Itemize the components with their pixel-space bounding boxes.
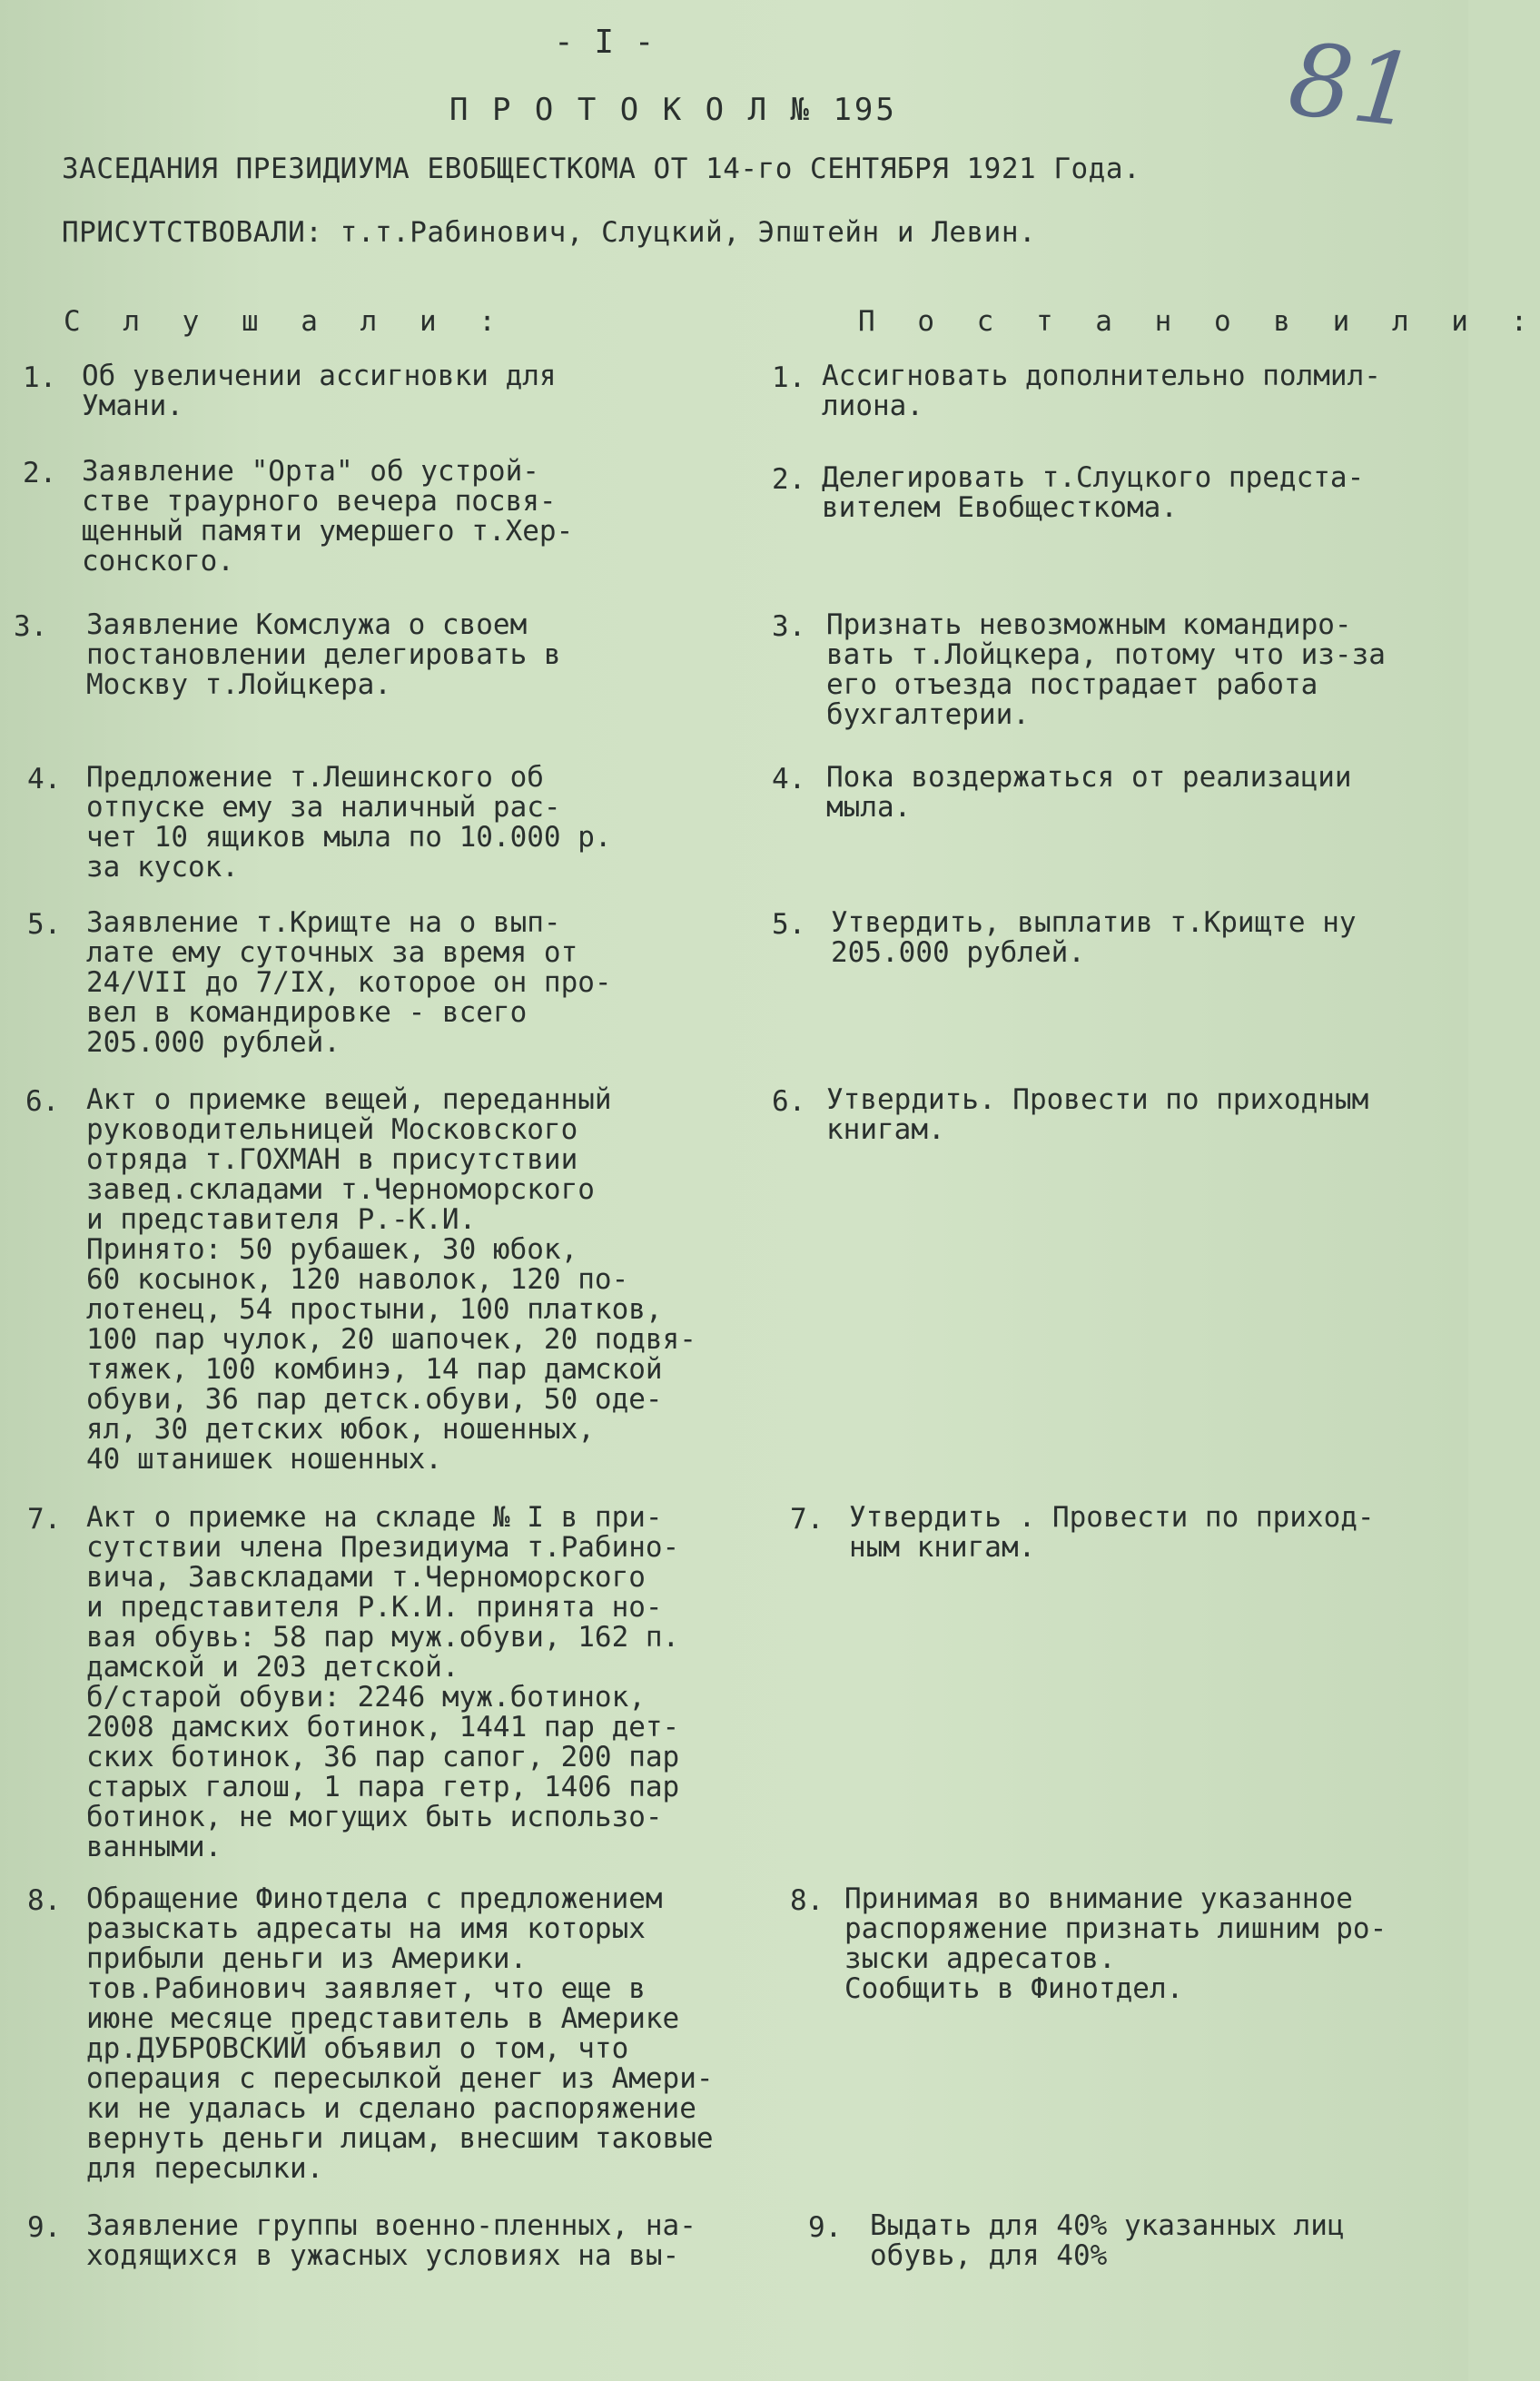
- item-resolved-number: 3.: [772, 610, 806, 643]
- item-heard: Об увеличении ассигновки для Умани.: [82, 360, 557, 422]
- item-heard: Заявление группы военно-пленных, на- ходящихся в ужасных условиях на вы-: [86, 2209, 696, 2272]
- item-resolved-number: 6.: [772, 1085, 806, 1118]
- item-number: 8.: [27, 1884, 62, 1917]
- item-heard: Обращение Финотдела с предложением разыскать адресаты на имя которых прибыли деньги из Америки. тов.Рабинович заявляет, что еще в июне месяце представитель в Америке др.ДУБРОВСКИЙ объявил о том, что операция с пересылкой денег из Амери- ки не удалась и сделано распоряжение вернуть деньги лицам, внесшим таковые для пересылки.: [86, 1882, 714, 2185]
- item-heard: Предложение т.Лешинского об отпуске ему за наличный рас- чет 10 ящиков мыла по 10.000 р. за кусок.: [86, 761, 612, 884]
- item-number: 5.: [27, 908, 62, 941]
- item-resolved-number: 1.: [772, 361, 806, 394]
- item-resolved: Выдать для 40% указанных лиц обувь, для 40%: [870, 2209, 1345, 2272]
- item-resolved-number: 9.: [808, 2211, 843, 2244]
- item-number: 2.: [23, 457, 57, 489]
- page-number: - I -: [554, 24, 655, 61]
- item-number: 1.: [23, 361, 57, 394]
- column-heading-resolved: П о с т а н о в и л и :: [858, 305, 1540, 338]
- protocol-subtitle: ЗАСЕДАНИЯ ПРЕЗИДИУМА ЕВОБЩЕСТКОМА ОТ 14-го СЕНТЯБРЯ 1921 Года.: [62, 153, 1141, 185]
- item-resolved: Пока воздержаться от реализации мыла.: [826, 761, 1352, 824]
- item-heard: Акт о приемке на складе № I в при- сутствии члена Президиума т.Рабино- вича, Завскладами т.Черноморского и представителя Р.К.И. принята но- вая обувь: 58 пар муж.обуви, 162 п. дамской и 203 детской. б/старой обуви: 2246 муж.ботинок, 2008 дамских ботинок, 1441 пар дет- ских ботинок, 36 пар сапог, 200 пар старых галош, 1 пара гетр, 1406 пар ботинок, не могущих быть использо- ванными.: [86, 1501, 680, 1863]
- item-resolved: Признать невозможным командиро- вать т.Лойцкера, потому что из-за его отъезда пострадает работа бухгалтерии.: [826, 608, 1386, 731]
- folio-number-handwritten: 81: [1283, 21, 1423, 150]
- item-resolved: Утвердить. Провести по приходным книгам.: [826, 1083, 1369, 1146]
- item-heard: Заявление Комслужа о своем постановлении делегировать в Москву т.Лойцкера.: [86, 608, 561, 701]
- item-heard: Заявление т.Крищте на о вып- лате ему суточных за время от 24/VII до 7/IX, которое он про- вел в командировке - всего 205.000 рублей.: [86, 906, 612, 1059]
- attendees-line: ПРИСУТСТВОВАЛИ: т.т.Рабинович, Слуцкий, Эпштейн и Левин.: [62, 216, 1037, 249]
- item-number: 6.: [25, 1085, 60, 1118]
- item-resolved: Утвердить . Провести по приход- ным книгам.: [849, 1501, 1375, 1564]
- item-resolved-number: 8.: [790, 1884, 824, 1917]
- item-resolved-number: 7.: [790, 1503, 824, 1536]
- item-number: 7.: [27, 1503, 62, 1536]
- item-number: 9.: [27, 2211, 62, 2244]
- item-heard: Заявление "Орта" об устрой- стве траурного вечера посвя- щенный памяти умершего т.Хер- сонского.: [82, 455, 574, 578]
- column-heading-heard: С л у ш а л и :: [64, 305, 508, 338]
- item-number: 4.: [27, 763, 62, 795]
- protocol-title: П Р О Т О К О Л № 195: [449, 92, 897, 128]
- item-resolved: Делегировать т.Слуцкого предста- вителем Евобщесткома.: [822, 461, 1365, 524]
- item-resolved-number: 2.: [772, 463, 806, 496]
- item-number: 3.: [14, 610, 48, 643]
- item-resolved: Ассигновать дополнительно полмил- лиона.: [822, 360, 1381, 422]
- item-resolved: Утвердить, выплатив т.Крищте ну 205.000 рублей.: [831, 906, 1357, 969]
- item-resolved-number: 5.: [772, 908, 806, 941]
- item-heard: Акт о приемке вещей, переданный руководительницей Московского отряда т.ГОХМАН в присутствии завед.складами т.Черноморского и представителя Р.-К.И. Принято: 50 рубашек, 30 юбок, 60 косынок, 120 наволок, 120 по- лотенец, 54 простыни, 100 платков, 100 пар чулок, 20 шапочек, 20 подвя- тяжек, 100 комбинэ, 14 пар дамской обуви, 36 пар детск.обуви, 50 оде- ял, 30 детских юбок, ношенных, 40 штанишек ношенных.: [86, 1083, 696, 1476]
- item-resolved-number: 4.: [772, 763, 806, 795]
- item-resolved: Принимая во внимание указанное распоряжение признать лишним ро- зыски адресатов. Сообщить в Финотдел.: [844, 1882, 1387, 2005]
